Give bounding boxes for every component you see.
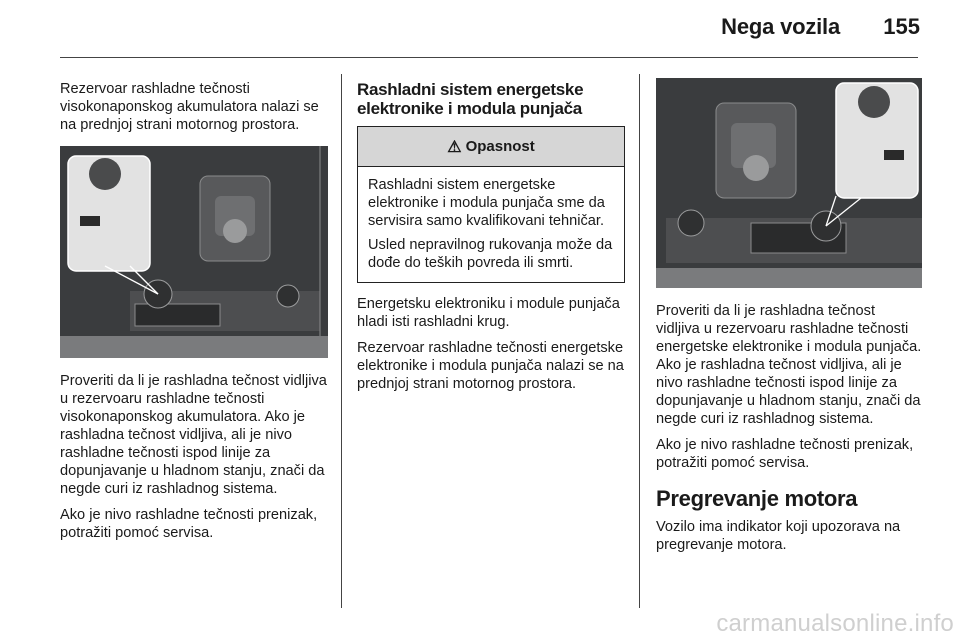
danger-warning-box — [357, 126, 625, 283]
warning-header — [358, 127, 624, 167]
col2-paragraph-1: Energetsku elektroniku i module punjača hladi isti rashladni krug. — [357, 296, 620, 330]
col1-intro: Rezervoar rashladne tečnosti visokonaponskog akumulatora nalazi se na prednjoj strani motornog prostora. — [60, 81, 319, 133]
column-divider-1 — [341, 74, 342, 608]
section-title: Nega vozila — [721, 14, 840, 39]
page-number: 155 — [883, 14, 920, 39]
power-electronics-coolant-reservoir-image — [656, 78, 922, 288]
warning-triangle-icon: ⚠ — [447, 138, 462, 156]
hv-battery-coolant-reservoir-image — [60, 146, 328, 358]
col3-paragraph-3: Vozilo ima indikator koji upozorava na pregrevanje motora. — [656, 519, 901, 553]
warning-paragraph-1: Rashladni sistem energetske elektronike i modula punjača sme da servisira samo kvalifikovani tehničar. — [368, 177, 605, 229]
column-1 — [60, 80, 328, 550]
column-2 — [357, 80, 625, 401]
warning-paragraph-2: Usled nepravilnog rukovanja može da dođe do teških povreda ili smrti. — [368, 237, 613, 271]
column-divider-2 — [639, 74, 640, 608]
col3-paragraph-1: Proveriti da li je rashladna tečnost vidljiva u rezervoaru rashladne tečnosti energetske elektronike i modula punjača. Ako je rashladna tečnost vidljiva, ali je nivo rashladne tečnosti ispod linije za dopunjavanje u hladnom stanju, znači da negde curi iz rashladnog sistema. — [656, 303, 922, 427]
warning-body — [358, 167, 624, 282]
col2-heading: Rashladni sistem energetske elektronike i modula punjača — [357, 80, 584, 118]
col1-paragraph-1: Proveriti da li je rashladna tečnost vidljiva u rezervoaru rashladne tečnosti visokonaponskog akumulatora. Ako je rashladna tečnost vidljiva, ali je nivo rashladne tečnosti ispod linije za dopunjavanje u hladnom stanju, znači da negde curi iz rashladnog sistema. — [60, 373, 327, 497]
col2-paragraph-2: Rezervoar rashladne tečnosti energetske elektronike i modula punjača nalazi se na prednjoj strani motornog prostora. — [357, 340, 624, 392]
col3-paragraph-2: Ako je nivo rashladne tečnosti prenizak, potražiti pomoć servisa. — [656, 437, 914, 471]
page-header — [0, 0, 960, 60]
col1-paragraph-2: Ako je nivo rashladne tečnosti prenizak, potražiti pomoć servisa. — [60, 507, 318, 541]
header-divider — [60, 57, 918, 58]
warning-title: Opasnost — [465, 138, 535, 155]
column-3 — [656, 78, 922, 562]
watermark: carmanualsonline.info — [716, 610, 954, 637]
overheating-heading: Pregrevanje motora — [656, 486, 858, 511]
